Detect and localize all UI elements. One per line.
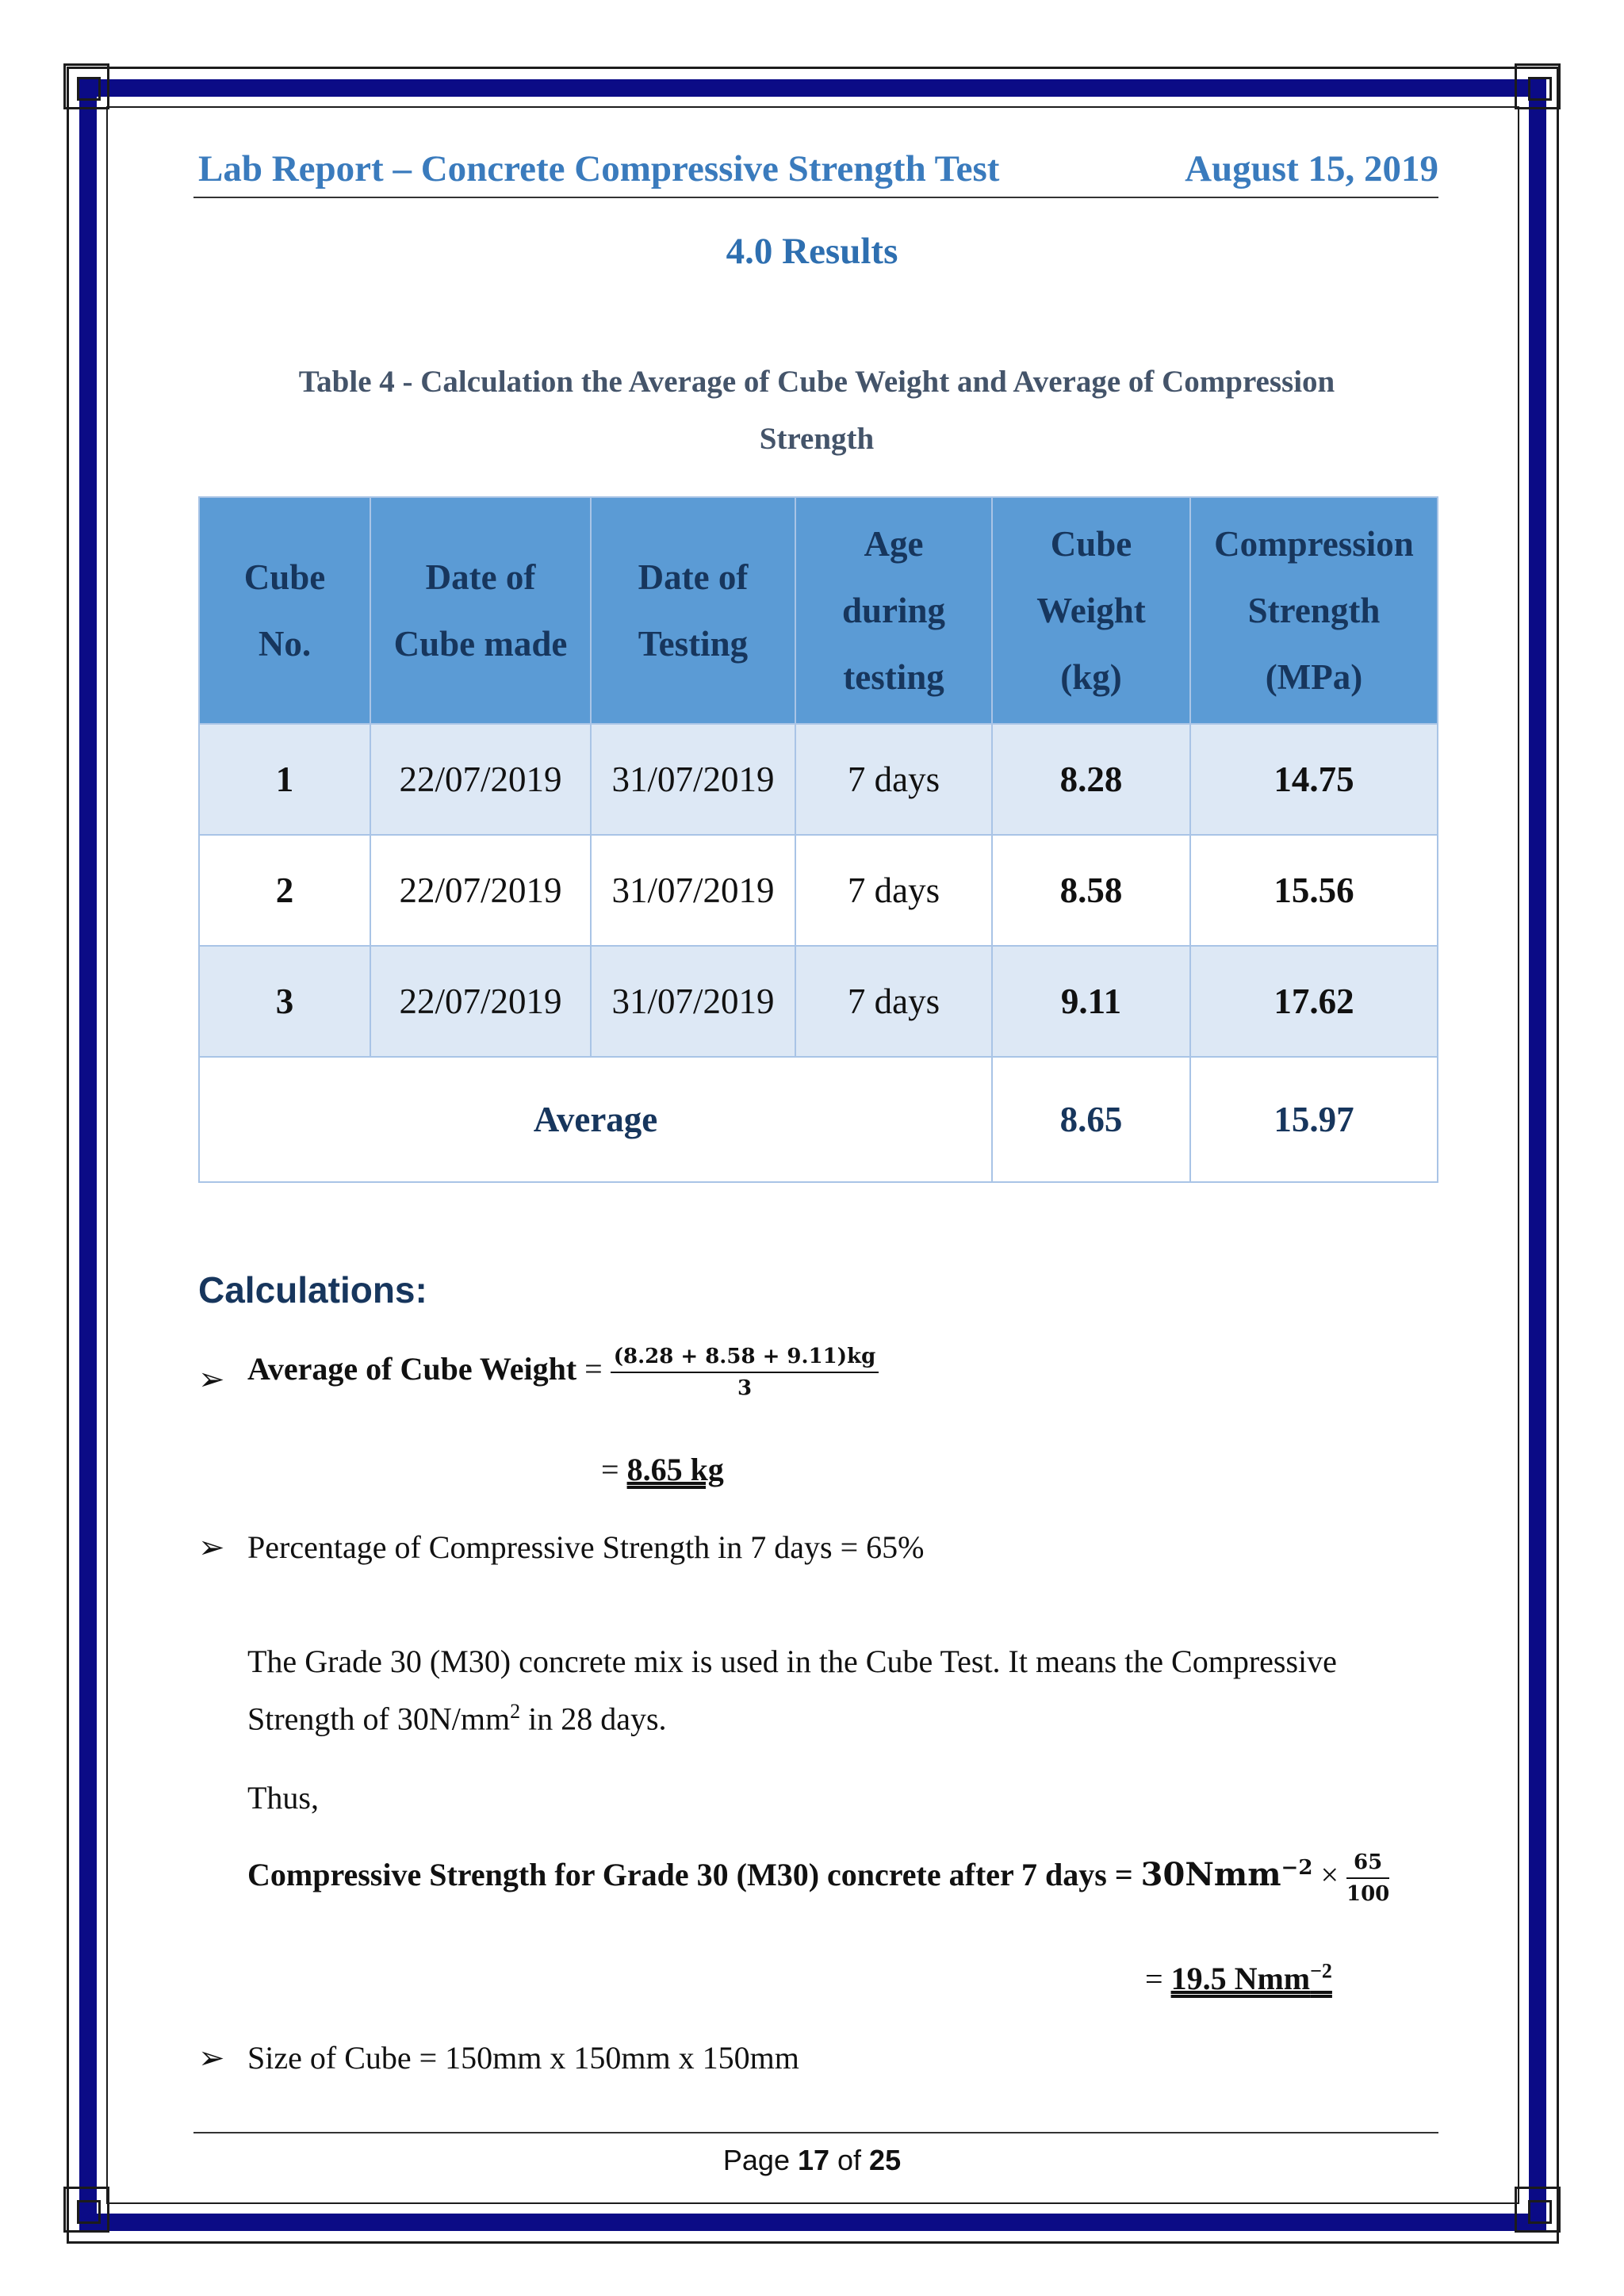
times-symbol: × — [1320, 1857, 1339, 1893]
cell-date-testing: 31/07/2019 — [591, 946, 795, 1057]
strength-result: 19.5 Nmm$^{-2}$ — [1170, 1960, 1332, 1997]
strength-formula-line: Compressive Strength for Grade 30 (M30) concrete after 7 days = 30Nmm$^{-2}$ × $\frac{65}{100}$ — [247, 1850, 1390, 1906]
page-number: Page 17 of 25 — [722, 2144, 902, 2176]
cell-age: 7 days — [795, 835, 992, 946]
strength-value: 30Nmm — [1140, 1856, 1281, 1894]
cell-cube-no: 2 — [199, 835, 370, 946]
border-corner-bottom-left — [63, 2187, 109, 2233]
header-strength: Compression Strength (MPa) — [1190, 497, 1438, 724]
strength-numerator: 65 — [1346, 1850, 1389, 1879]
border-corner-top-right — [1515, 63, 1561, 109]
bullet-icon: ➢ — [198, 1529, 225, 1565]
avg-weight-line: Average of Cube Weight = $\frac{(8.28 + 8.58 + 9.11)kg}{3}$ — [247, 1345, 879, 1400]
cell-strength: 17.62 — [1190, 946, 1438, 1057]
calculations-heading: Calculations: — [198, 1269, 427, 1311]
strength-result-line: = 19.5 Nmm$^{-2}$ — [1145, 1960, 1332, 1997]
avg-weight-result: 8.65 kg — [626, 1452, 724, 1487]
avg-weight-result-line: = 8.65 kg — [601, 1452, 724, 1487]
avg-weight-denominator: 3 — [737, 1376, 753, 1400]
header-date-made: Date of Cube made — [370, 497, 591, 724]
cube-size-line: Size of Cube = 150mm x 150mm x 150mm — [247, 2040, 799, 2076]
cell-age: 7 days — [795, 946, 992, 1057]
section-title: 4.0 Results — [726, 231, 898, 272]
header-date: August 15, 2019 — [1185, 148, 1438, 189]
cell-average-weight: 8.65 — [992, 1057, 1190, 1182]
header-weight: Cube Weight (kg) — [992, 497, 1190, 724]
cell-weight: 8.28 — [992, 724, 1190, 835]
cell-date-made: 22/07/2019 — [370, 835, 591, 946]
cell-age: 7 days — [795, 724, 992, 835]
grade-text-line-1: The Grade 30 (M30) concrete mix is used in the Cube Test. It means the Compressive — [247, 1644, 1337, 1679]
strength-label: Compressive Strength for Grade 30 (M30) concrete after 7 days = — [247, 1857, 1141, 1893]
percentage-line: Percentage of Compressive Strength in 7 days = 65% — [247, 1529, 925, 1565]
border-corner-bottom-right — [1515, 2187, 1561, 2233]
cell-date-testing: 31/07/2019 — [591, 835, 795, 946]
cell-cube-no: 1 — [199, 724, 370, 835]
table-row — [199, 835, 1438, 946]
header-cube-no: Cube No. — [199, 497, 370, 724]
table-row — [199, 946, 1438, 1057]
border-corner-top-left — [63, 63, 109, 109]
table-average-row — [199, 1057, 1438, 1182]
table-caption-line-2: Strength — [759, 422, 875, 456]
cell-strength: 15.56 — [1190, 835, 1438, 946]
header-title: Lab Report – Concrete Compressive Strength Test — [198, 148, 1000, 189]
results-table — [198, 496, 1438, 1183]
avg-weight-numerator: (8.28 + 8.58 + 9.11)kg — [611, 1345, 879, 1373]
header-date-testing: Date of Testing — [591, 497, 795, 724]
cell-average-label: Average — [199, 1057, 992, 1182]
table-header-row — [199, 497, 1438, 724]
strength-denominator: 100 — [1346, 1882, 1390, 1906]
cell-date-testing: 31/07/2019 — [591, 724, 795, 835]
bullet-icon: ➢ — [198, 1361, 225, 1397]
thus-text: Thus, — [247, 1780, 319, 1816]
cell-cube-no: 3 — [199, 946, 370, 1057]
table-row — [199, 724, 1438, 835]
cell-date-made: 22/07/2019 — [370, 724, 591, 835]
cell-average-strength: 15.97 — [1190, 1057, 1438, 1182]
cell-weight: 9.11 — [992, 946, 1190, 1057]
cell-strength: 14.75 — [1190, 724, 1438, 835]
table-caption — [238, 354, 1396, 468]
avg-weight-fraction — [611, 1345, 879, 1400]
header-age: Age during testing — [795, 497, 992, 724]
bullet-icon: ➢ — [198, 2040, 225, 2076]
avg-weight-label: Average of Cube Weight — [247, 1351, 577, 1387]
footer-rule — [193, 2132, 1438, 2133]
cell-weight: 8.58 — [992, 835, 1190, 946]
page-header — [193, 147, 1438, 198]
table-caption-line-1: Table 4 - Calculation the Average of Cube Weight and Average of Compression — [298, 365, 1335, 399]
grade-text-line-2: Strength of $30N/mm^2$ in 28 days. — [247, 1700, 667, 1737]
strength-fraction — [1346, 1850, 1389, 1906]
cell-date-made: 22/07/2019 — [370, 946, 591, 1057]
